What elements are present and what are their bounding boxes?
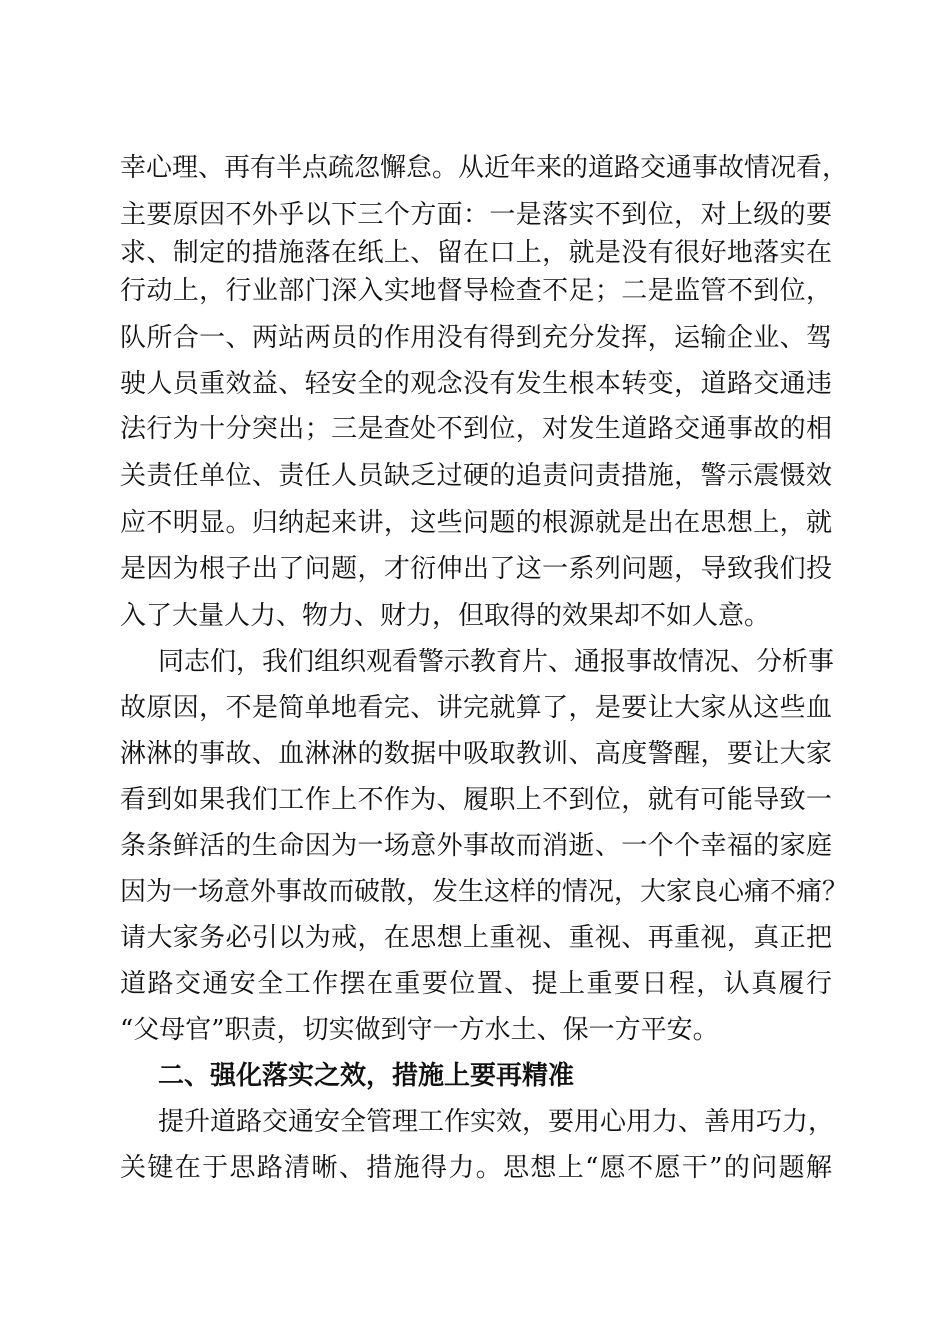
paragraph-first-line: 提升道路交通安全管理工作实效，要用心用力、善用巧力， [158,1107,835,1137]
text-line: 幸心理、再有半点疏忽懈怠。从近年来的道路交通事故情况看， [120,153,849,183]
text-line: 条条鲜活的生命因为一场意外事故而消逝、一个个幸福的家庭 [120,831,832,861]
text-line: 驶人员重效益、轻安全的观念没有发生根本转变，道路交通违 [120,369,832,399]
text-line: 道路交通安全工作摆在重要位置、提上重要日程，认真履行 [120,969,832,999]
text-line: 请大家务必引以为戒，在思想上重视、重视、再重视，真正把 [120,923,832,953]
text-line: 淋淋的事故、血淋淋的数据中吸取教训、高度警醒，要让大家 [120,739,832,769]
text-line: 入了大量人力、物力、财力，但取得的效果却不如人意。 [120,601,771,631]
text-line: 应不明显。归纳起来讲，这些问题的根源就是出在思想上，就 [120,508,832,538]
paragraph-first-line: 同志们，我们组织观看警示教育片、通报事故情况、分析事 [158,647,835,677]
text-line: 因为一场意外事故而破散，发生这样的情况，大家良心痛不痛？ [120,877,849,907]
text-line: 看到如果我们工作上不作为、履职上不到位，就有可能导致一 [120,785,832,815]
text-line: 关键在于思路清晰、措施得力。思想上“愿不愿干”的问题解 [120,1153,832,1183]
text-line: 是因为根子出了问题，才衍伸出了这一系列问题，导致我们投 [120,554,832,584]
text-line: 关责任单位、责任人员缺乏过硬的追责问责措施，警示震慑效 [120,461,832,491]
text-line: 故原因，不是简单地看完、讲完就算了，是要让大家从这些血 [120,693,832,723]
text-line: 队所合一、两站两员的作用没有得到充分发挥，运输企业、驾 [120,323,832,353]
section-heading: 二、强化落实之效，措施上要再精准 [158,1061,575,1091]
text-line: 法行为十分突出；三是查处不到位，对发生道路交通事故的相 [120,414,832,444]
text-line: “父母官”职责，切实做到守一方水土、保一方平安。 [120,1015,719,1045]
text-line: 求、制定的措施落在纸上、留在口上，就是没有很好地落实在 [120,238,832,268]
text-line: 行动上，行业部门深入实地督导检查不足；二是监管不到位， [120,276,832,306]
text-line: 主要原因不外乎以下三个方面：一是落实不到位，对上级的要 [120,200,832,230]
